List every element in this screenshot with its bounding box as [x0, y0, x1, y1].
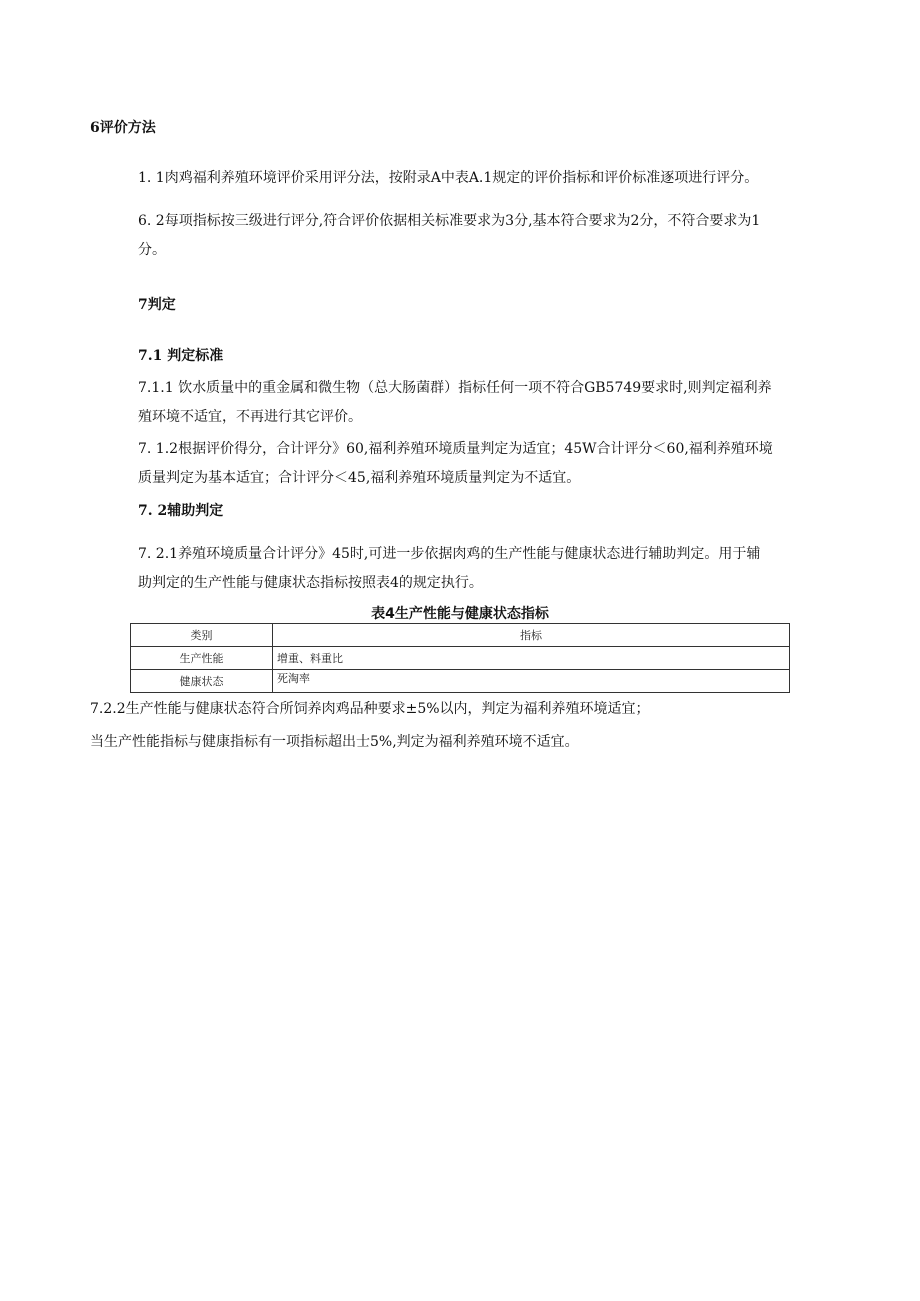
section-7-heading: 7判定: [138, 297, 176, 313]
paragraph-7-2-2-line-1: 7.2.2生产性能与健康状态符合所饲养肉鸡品种要求±5%以内，判定为福利养殖环境适宜；: [90, 701, 650, 717]
paragraph-6-1: 1. 1肉鸡福利养殖环境评价采用评分法，按附录A中表A.1规定的评价指标和评价标准逐项进行评分。: [138, 170, 759, 186]
section-6-heading: 6评价方法: [90, 120, 156, 136]
row-2-indicator: 死淘率: [273, 670, 790, 693]
header-category: 类别: [131, 624, 273, 647]
table-4-caption: 表4生产性能与健康状态指标: [371, 606, 549, 622]
row-1-indicator: 增重、料重比: [273, 647, 790, 670]
paragraph-7-1-2-line-2: 质量判定为基本适宜；合计评分＜45,福利养殖环境质量判定为不适宜。: [138, 470, 581, 486]
row-2-category: 健康状态: [131, 670, 273, 693]
paragraph-7-1-1-line-2: 殖环境不适宜，不再进行其它评价。: [138, 409, 362, 425]
paragraph-7-1-1-line-1: 7.1.1 饮水质量中的重金属和微生物（总大肠菌群）指标任何一项不符合GB5749要求时,则判定福利养: [138, 380, 772, 396]
table-row: [131, 670, 790, 693]
table-header-row: [131, 624, 790, 647]
paragraph-7-2-1-line-1: 7. 2.1养殖环境质量合计评分》45时,可进一步依据肉鸡的生产性能与健康状态进行辅助判定。用于辅: [138, 546, 761, 562]
table-4: [130, 623, 790, 693]
paragraph-6-2-line-1: 6. 2每项指标按三级进行评分,符合评价依据相关标准要求为3分,基本符合要求为2分，不符合要求为1: [138, 213, 761, 229]
paragraph-7-2-1-line-2: 助判定的生产性能与健康状态指标按照表4的规定执行。: [138, 575, 483, 591]
paragraph-7-1-2-line-1: 7. 1.2根据评价得分，合计评分》60,福利养殖环境质量判定为适宜；45W合计评分＜60,福利养殖环境: [138, 441, 773, 457]
header-indicator: 指标: [273, 624, 790, 647]
row-1-category: 生产性能: [131, 647, 273, 670]
paragraph-7-2-2-line-2: 当生产性能指标与健康指标有一项指标超出士5%,判定为福利养殖环境不适宜。: [90, 734, 579, 750]
section-7-2-heading: 7. 2辅助判定: [138, 503, 224, 519]
paragraph-6-2-line-2: 分。: [138, 242, 166, 258]
section-7-1-heading: 7.1 判定标准: [138, 348, 224, 364]
table-row: [131, 647, 790, 670]
